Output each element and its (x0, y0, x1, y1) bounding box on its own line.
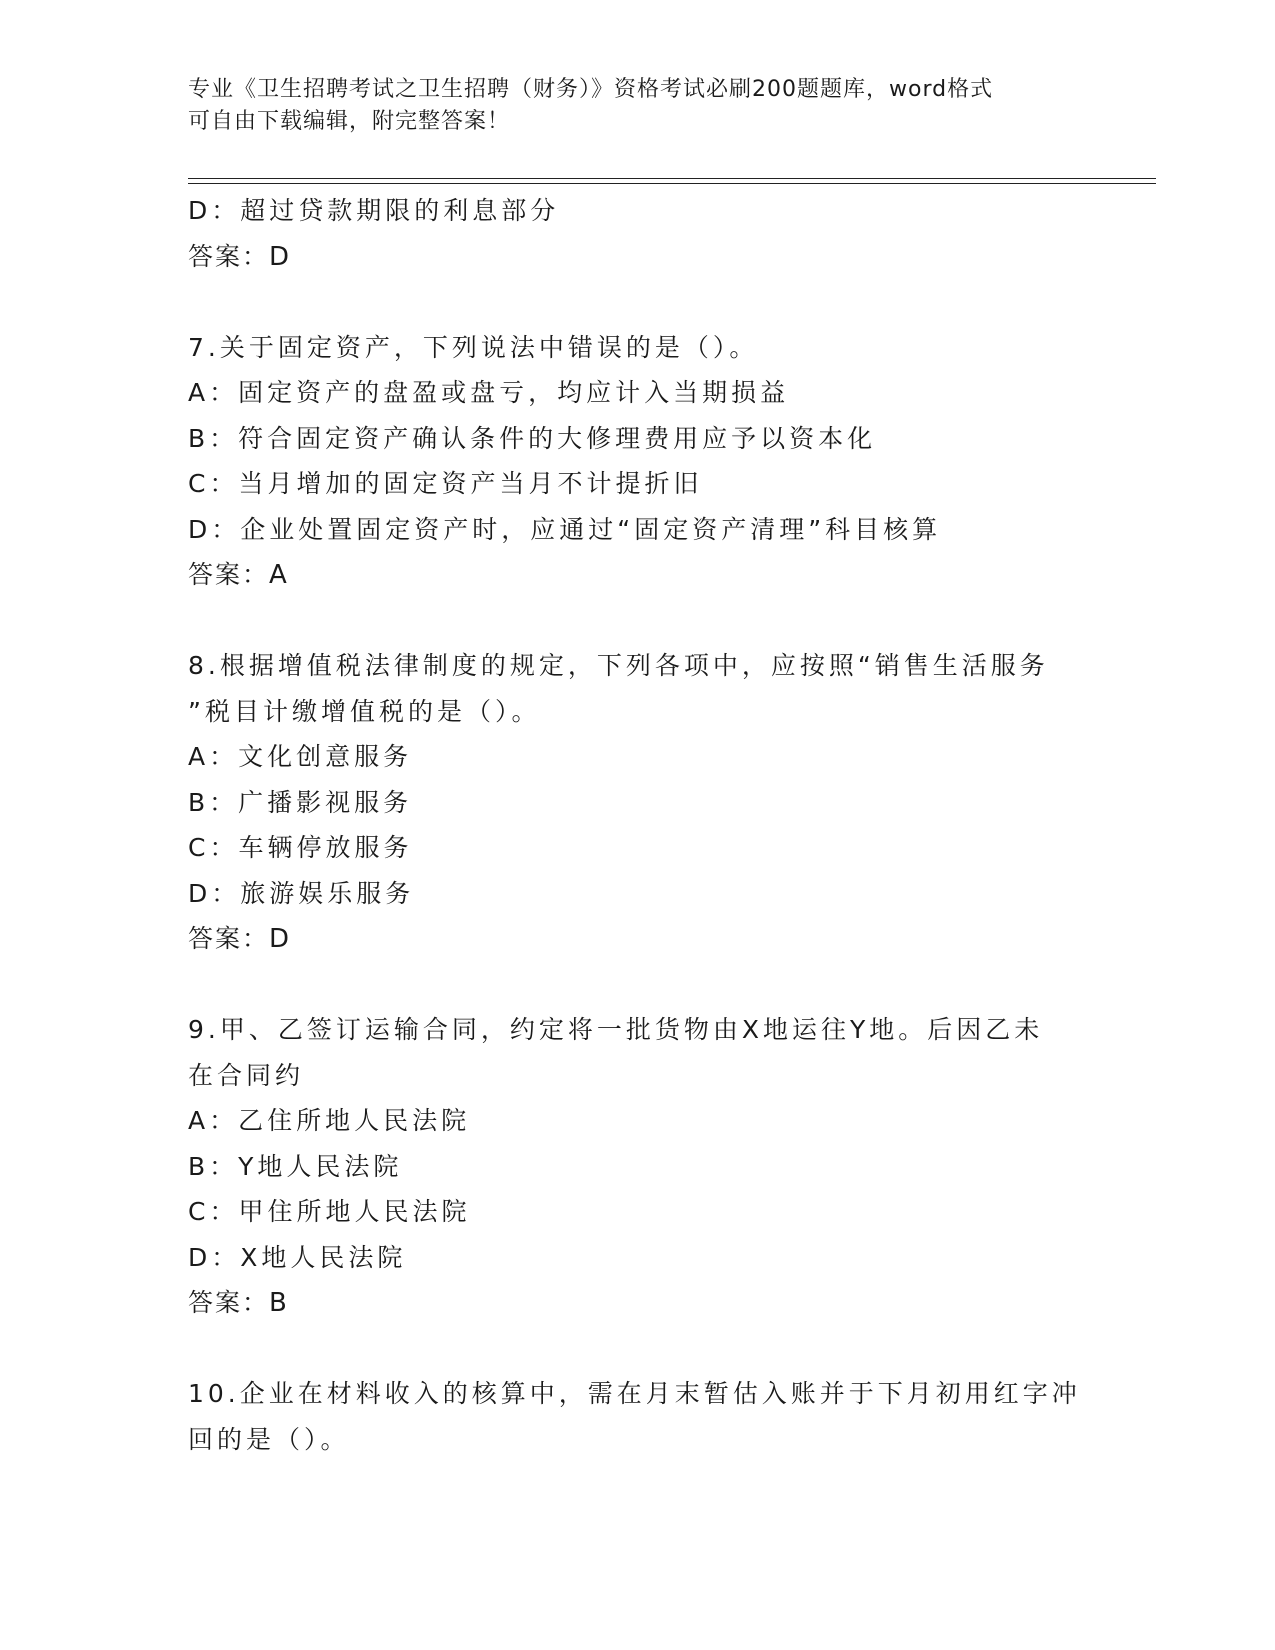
header-line-2: 可自由下载编辑，附完整答案！ (188, 109, 511, 134)
question-stem-continued: 回的是（）。 (188, 1424, 350, 1454)
option-d: D：超过贷款期限的利息部分 (188, 196, 560, 225)
answer-value: D (269, 924, 292, 954)
question-stem: 8.根据增值税法律制度的规定，下列各项中，应按照“销售生活服务 (188, 651, 1049, 680)
answer-value: D (269, 241, 292, 272)
answer-line (188, 552, 1088, 598)
answer-label: 答案： (188, 1288, 270, 1317)
document-header (188, 74, 1068, 138)
option-a: A：文化创意服务 (188, 742, 413, 771)
option-b: B：广播影视服务 (188, 787, 413, 817)
question-stem: 9.甲、乙签订运输合同，约定将一批货物由X地运往Y地。后因乙未 (188, 1015, 1044, 1044)
option-b: B：符合固定资产确认条件的大修理费用应予以资本化 (188, 423, 877, 453)
question-stem: 7.关于固定资产，下列说法中错误的是（）。 (188, 332, 759, 362)
answer-line (188, 1280, 1088, 1326)
answer-value: A (269, 560, 289, 590)
option-d: D：企业处置固定资产时，应通过“固定资产清理”科目核算 (188, 514, 942, 544)
question-stem: 10.企业在材料收入的核算中，需在月末暂估入账并于下月初用红字冲 (188, 1379, 1081, 1408)
spacer (188, 962, 1088, 1008)
answer-line (188, 234, 1088, 280)
spacer (188, 598, 1088, 644)
option-a: A：乙住所地人民法院 (188, 1106, 471, 1135)
header-divider (188, 178, 1156, 184)
option-c: C：车辆停放服务 (188, 833, 413, 862)
option-c: C：当月增加的固定资产当月不计提折旧 (188, 469, 703, 498)
question-9 (188, 1007, 1088, 1326)
header-line-1: 专业《卫生招聘考试之卫生招聘（财务）》资格考试必刷200题题库，word格式 (188, 77, 994, 102)
answer-line (188, 916, 1088, 962)
answer-label: 答案： (188, 560, 270, 589)
answer-value: B (269, 1288, 289, 1318)
question-stem-continued: ”税目计缴增值税的是（）。 (188, 696, 541, 726)
previous-question-tail (188, 188, 1088, 279)
question-stem-continued: 在合同约 (188, 1060, 305, 1090)
question-8 (188, 643, 1088, 962)
question-7 (188, 325, 1088, 598)
option-c: C：甲住所地人民法院 (188, 1197, 471, 1226)
option-a: A：固定资产的盘盈或盘亏，均应计入当期损益 (188, 378, 790, 407)
answer-label: 答案： (188, 924, 270, 953)
option-d: D：X地人民法院 (188, 1242, 407, 1272)
option-b: B：Y地人民法院 (188, 1151, 403, 1181)
spacer (188, 1326, 1088, 1372)
question-10 (188, 1371, 1088, 1462)
answer-label: 答案： (188, 241, 270, 271)
document-body (188, 188, 1088, 1462)
option-d: D：旅游娱乐服务 (188, 878, 415, 908)
spacer (188, 279, 1088, 325)
